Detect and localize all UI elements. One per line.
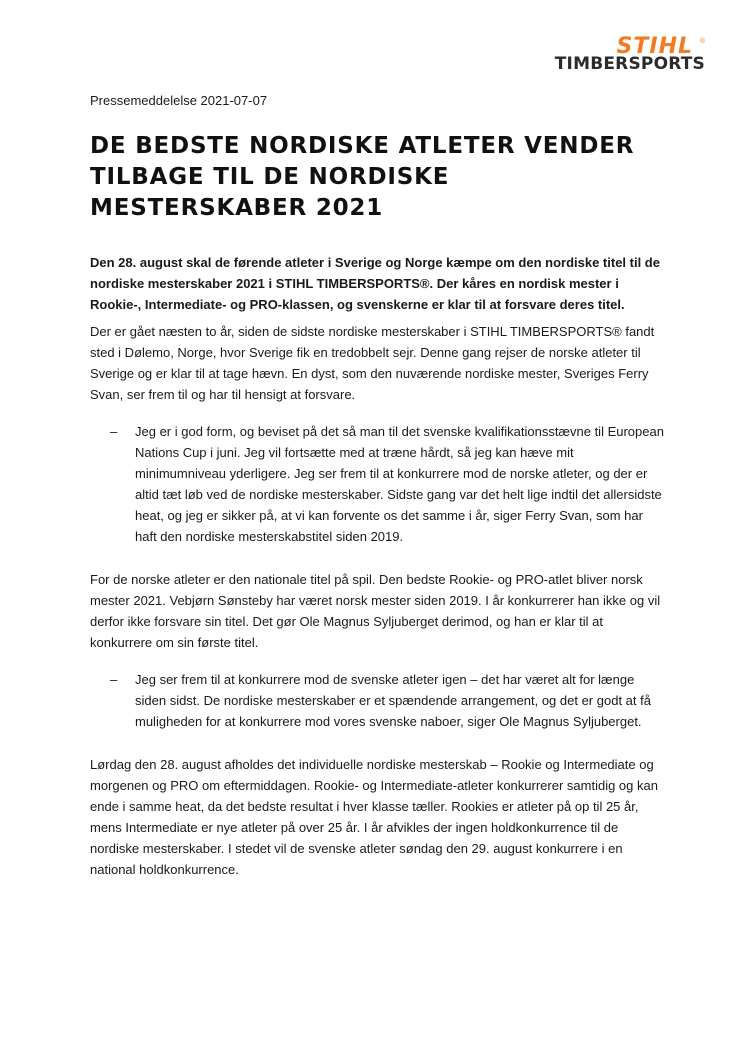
logo-timbersports-wordmark: TIMBERSPORTS	[554, 54, 705, 74]
quote-dash: –	[110, 672, 118, 687]
stihl-timbersports-logo	[555, 36, 705, 76]
quote-text: Jeg er i god form, og beviset på det så man til det svenske kvalifikationsstævne til European Nations Cup i juni. Jeg vil fortsætte med at træne hårdt, så jeg kan hæve mit minimumniveau yderligere. Jeg ser frem til at konkurrere mod de norske atleter, og der er altid tæt løb ved de nordiske mesterskaber. Sidste gang var det helt lige indtil det allersidste heat, og jeg er sikker på, at vi kan forvente os det samme i år, siger Ferry Svan, som har haft den nordiske mesterskabstitel siden 2019.	[135, 424, 664, 544]
quote-ferry-svan	[90, 421, 665, 547]
press-release-body	[90, 91, 665, 880]
body-paragraph-1: Der er gået næsten to år, siden de sidste nordiske mesterskaber i STIHL TIMBERSPORTS® fandt sted i Dølemo, Norge, hvor Sverige fik en tredobbelt sejr. Denne gang rejser de norske atleter til Sverige og er klar til at tage hævn. En dyst, som den nuværende nordiske mester, Sveriges Ferry Svan, ser frem til og har til hensigt at forsvare.	[90, 324, 655, 402]
quote-dash: –	[110, 424, 118, 439]
dateline: Pressemeddelelse 2021-07-07	[90, 93, 268, 108]
logo-stihl-wordmark: STIHL	[616, 34, 693, 59]
quote-text: Jeg ser frem til at konkurrere mod de svenske atleter igen – det har været alt for længe siden sidst. De nordiske mesterskaber er et spændende arrangement, og det er godt at få muligheden for at konkurrere mod vores svenske naboer, siger Ole Magnus Syljuberget.	[135, 672, 651, 729]
body-paragraph-2: For de norske atleter er den nationale titel på spil. Den bedste Rookie- og PRO-atlet bliver norsk mester 2021. Vebjørn Sønsteby har været norsk mester siden 2019. I år konkurrerer han ikke og vil derfor ikke forsvare sin titel. Det gør Ole Magnus Syljuberget derimod, og han er klar til at konkurrere om sin første titel.	[90, 572, 661, 650]
quote-ole-magnus-syljuberget	[90, 669, 665, 732]
body-paragraph-3: Lørdag den 28. august afholdes det individuelle nordiske mesterskab – Rookie og Intermediate og morgenen og PRO om eftermiddagen. Rookie- og Intermediate-atleter konkurrerer samtidig og kan ende i samme heat, da det bedste resultat i hver klasse tæller. Rookies er atleter på op til 25 år, mens Intermediate er nye atleter på over 25 år. I år afvikles der ingen holdkonkurrence til de nordiske mesterskaber. I stedet vil de svenske atleter søndag den 29. august konkurrere i en national holdkonkurrence.	[90, 757, 658, 877]
headline: DE BEDSTE NORDISKE ATLETER VENDER TILBAGE TIL DE NORDISKE MESTERSKABER 2021	[90, 133, 635, 221]
lead-paragraph: Den 28. august skal de førende atleter i Sverige og Norge kæmpe om den nordiske titel til de nordiske mesterskaber 2021 i STIHL TIMBERSPORTS®. Der kåres en nordisk mester i Rookie-, Intermediate- og PRO-klassen, og svenskerne er klar til at forsvare deres titel.	[90, 255, 660, 312]
logo-registered-mark: ®	[699, 38, 705, 45]
